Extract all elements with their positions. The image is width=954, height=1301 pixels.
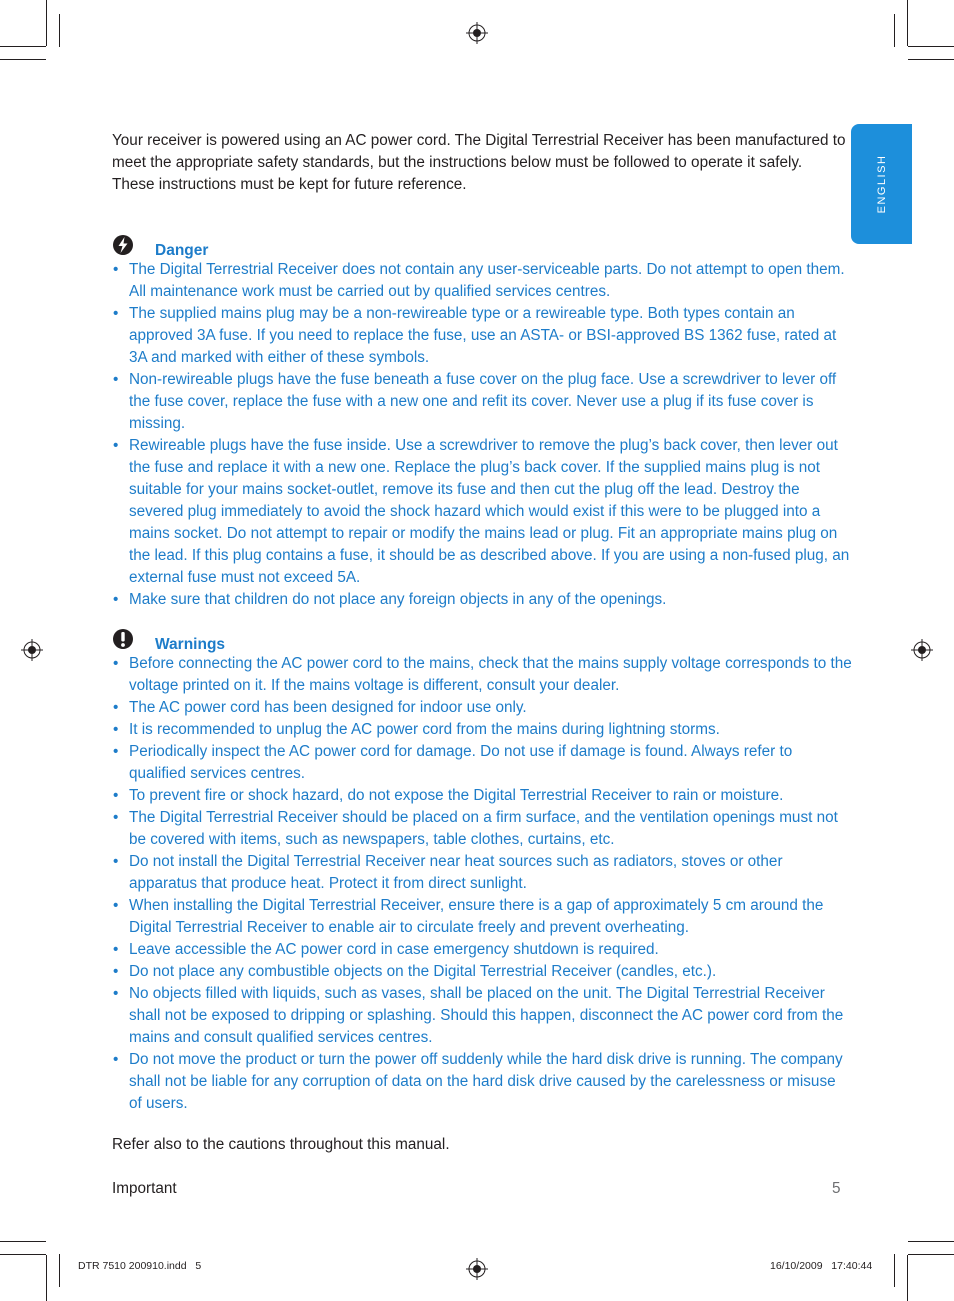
danger-heading-row (112, 233, 852, 257)
list-item: • The AC power cord has been designed for indoor use only. (112, 697, 852, 719)
crop-mark (59, 14, 60, 47)
crop-mark (0, 1241, 46, 1242)
list-item: • Periodically inspect the AC power cord for damage. Do not use if damage is found. Always refer to qualified services centres. (112, 741, 852, 785)
crop-mark (0, 1254, 46, 1255)
intro-paragraph: Your receiver is powered using an AC power cord. The Digital Terrestrial Receiver has been manufactured to meet the appropriate safety standards, but the instructions below must be followed to operate it safely. These instructions must be kept for future reference. (112, 132, 846, 193)
list-item: • Do not move the product or turn the power off suddenly while the hard disk drive is running. The company shall not be liable for any corruption of data on the hard disk drive caused by the carelessness or misuse of users. (112, 1049, 852, 1115)
crop-mark (46, 0, 47, 46)
crop-mark (908, 1241, 954, 1242)
slug-timestamp: 16/10/2009 17:40:44 (770, 1260, 873, 1272)
crop-mark (908, 1254, 954, 1255)
list-item: • The supplied mains plug may be a non-rewireable type or a rewireable type. Both types contain an approved 3A fuse. If you need to replace the fuse, use an ASTA- or BSI-approved BS 1362 fuse, rated at 3A and marked with either of these symbols. (112, 303, 852, 369)
danger-title: Danger (155, 242, 209, 259)
crop-mark (0, 46, 46, 47)
registration-mark-icon (466, 1258, 488, 1280)
list-item: • The Digital Terrestrial Receiver does not contain any user-serviceable parts. Do not attempt to open them. All maintenance work must be carried out by qualified services centres. (112, 259, 852, 303)
list-item: • To prevent fire or shock hazard, do not expose the Digital Terrestrial Receiver to rain or moisture. (112, 785, 852, 807)
registration-mark-icon (466, 22, 488, 44)
danger-section (112, 233, 852, 611)
crop-mark (908, 46, 954, 47)
list-item: • Leave accessible the AC power cord in case emergency shutdown is required. (112, 939, 852, 961)
language-tab (851, 124, 912, 244)
crop-mark (894, 1254, 895, 1287)
slug-filename: DTR 7510 200910.indd 5 (78, 1260, 202, 1272)
list-item: • Do not place any combustible objects on the Digital Terrestrial Receiver (candles, etc.). (112, 961, 852, 983)
registration-mark-icon (911, 639, 933, 661)
list-item: • It is recommended to unplug the AC power cord from the mains during lightning storms. (112, 719, 852, 741)
refer-note: Refer also to the cautions throughout this manual. (112, 1136, 450, 1153)
registration-mark-icon (21, 639, 43, 661)
warnings-list (112, 653, 852, 1115)
list-item: • Non-rewireable plugs have the fuse beneath a fuse cover on the plug face. Use a screwdriver to lever off the fuse cover, replace the fuse with a new one and refit its cover. Never use a plug if its fuse cover is missing. (112, 369, 852, 435)
list-item: • The Digital Terrestrial Receiver should be placed on a firm surface, and the ventilation openings must not be covered with items, such as newspapers, table clothes, curtains, etc. (112, 807, 852, 851)
crop-mark (907, 0, 908, 46)
exclamation-icon (112, 628, 134, 650)
lightning-bolt-icon (112, 234, 134, 256)
warnings-section (112, 627, 852, 1115)
crop-mark (59, 1254, 60, 1287)
crop-mark (46, 1255, 47, 1301)
warnings-heading-row (112, 627, 852, 651)
warnings-title: Warnings (155, 636, 226, 653)
list-item: • Rewireable plugs have the fuse inside. Use a screwdriver to remove the plug’s back cover, then lever out the fuse and replace it with a new one. Replace the plug’s back cover. If the supplied mains plug is not suitable for your mains socket-outlet, remove its fuse and then cut the plug off the lead. Destroy the severed plug immediately to avoid the shock hazard which would exist if this were to be plugged into a mains socket. Do not attempt to repair or modify the mains lead or plug. Fit an appropriate mains plug on the lead. If this plug contains a fuse, it should be as described above. If you are using a non-fused plug, an external fuse must not exceed 5A. (112, 435, 852, 589)
page-number: 5 (832, 1180, 841, 1197)
list-item: • Before connecting the AC power cord to the mains, check that the mains supply voltage corresponds to the voltage printed on it. If the mains voltage is different, consult your dealer. (112, 653, 852, 697)
list-item: • Make sure that children do not place any foreign objects in any of the openings. (112, 589, 852, 611)
list-item: • No objects filled with liquids, such as vases, shall be placed on the unit. The Digital Terrestrial Receiver shall not be exposed to dripping or splashing. Should this happen, disconnect the AC power cord from the mains and consult qualified services centres. (112, 983, 852, 1049)
crop-mark (0, 59, 46, 60)
crop-mark (894, 14, 895, 47)
danger-list (112, 259, 852, 611)
footer-section-label: Important (112, 1180, 177, 1197)
list-item: • Do not install the Digital Terrestrial Receiver near heat sources such as radiators, stoves or other apparatus that produce heat. Protect it from direct sunlight. (112, 851, 852, 895)
crop-mark (908, 59, 954, 60)
language-tab-label: ENGLISH (875, 154, 888, 214)
crop-mark (907, 1255, 908, 1301)
list-item: • When installing the Digital Terrestrial Receiver, ensure there is a gap of approximately 5 cm around the Digital Terrestrial Receiver to enable air to circulate freely and prevent overheating. (112, 895, 852, 939)
